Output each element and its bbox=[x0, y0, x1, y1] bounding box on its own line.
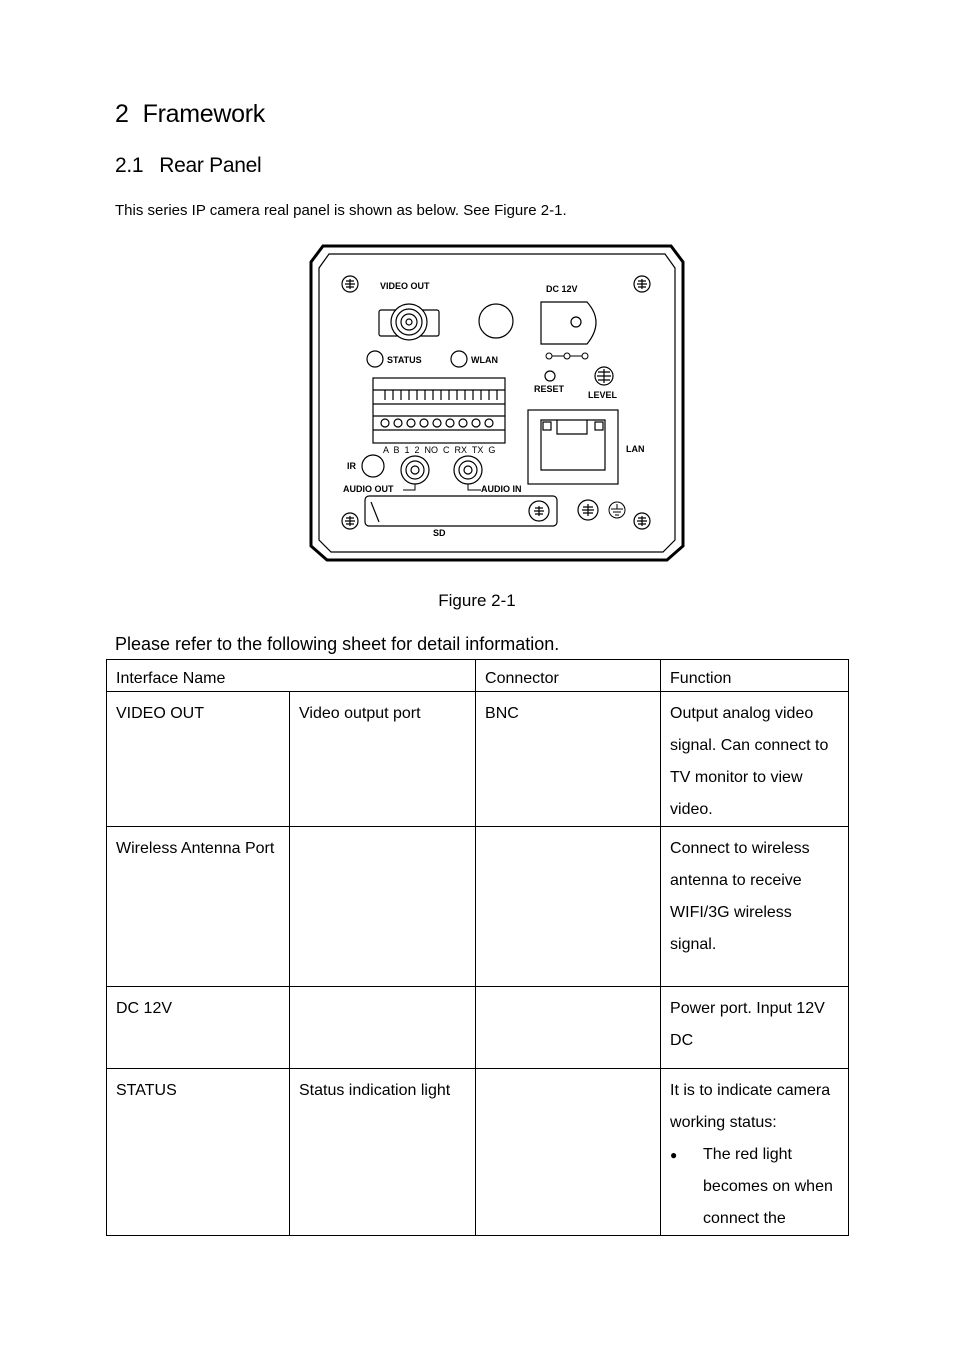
cell-desc: Status indication light bbox=[290, 1069, 476, 1236]
chapter-heading bbox=[115, 100, 265, 129]
screw-icon bbox=[342, 513, 358, 529]
screw-icon bbox=[634, 276, 650, 292]
cell-name: VIDEO OUT bbox=[107, 692, 290, 827]
label-terminals: A B 1 2 NO C RX TX G bbox=[383, 445, 496, 455]
interface-table bbox=[106, 659, 849, 1236]
sd-slot-icon bbox=[365, 496, 557, 526]
cell-connector bbox=[476, 987, 661, 1069]
figure-caption: Figure 2-1 bbox=[438, 591, 516, 610]
header-interface-name: Interface Name bbox=[107, 660, 476, 692]
chapter-number: 2 bbox=[115, 100, 129, 128]
screw-icon bbox=[578, 500, 598, 520]
ground-icon bbox=[609, 502, 625, 518]
bullet-item bbox=[670, 1139, 840, 1235]
audio-out-jack-icon bbox=[401, 456, 429, 484]
dc-jack-icon bbox=[541, 302, 596, 344]
header-function: Function bbox=[661, 660, 849, 692]
label-dc12v: DC 12V bbox=[546, 284, 578, 294]
bullet-text: The red light becomes on when connect the bbox=[703, 1146, 833, 1227]
label-audio-out: AUDIO OUT bbox=[343, 484, 394, 494]
table-row bbox=[107, 692, 849, 827]
cell-desc bbox=[290, 987, 476, 1069]
cell-name: DC 12V bbox=[107, 987, 290, 1069]
table-header-row bbox=[107, 660, 849, 692]
cell-connector bbox=[476, 1069, 661, 1236]
status-led-icon bbox=[367, 351, 383, 367]
cell-desc: Video output port bbox=[290, 692, 476, 827]
cell-function: Connect to wireless antenna to receive WIFI/3G wireless signal. bbox=[661, 827, 849, 987]
function-text: It is to indicate camera working status: bbox=[670, 1082, 831, 1131]
cell-function bbox=[661, 1069, 849, 1236]
lan-port-icon bbox=[528, 410, 618, 484]
antenna-port-icon bbox=[479, 304, 513, 338]
table-row bbox=[107, 1069, 849, 1236]
wlan-led-icon bbox=[451, 351, 467, 367]
panel-inner-frame bbox=[319, 254, 675, 552]
label-video-out: VIDEO OUT bbox=[380, 281, 430, 291]
cell-name: Wireless Antenna Port bbox=[107, 827, 290, 987]
label-reset: RESET bbox=[534, 384, 565, 394]
bullet-dot-icon: ● bbox=[670, 1148, 678, 1162]
terminal-block-icon bbox=[373, 378, 505, 443]
audio-in-jack-icon bbox=[454, 456, 482, 484]
label-level: LEVEL bbox=[588, 390, 618, 400]
table-row bbox=[107, 987, 849, 1069]
cell-function: Output analog video signal. Can connect to TV monitor to view video. bbox=[661, 692, 849, 827]
cell-function: Power port. Input 12V DC bbox=[661, 987, 849, 1069]
chapter-title: Framework bbox=[142, 100, 265, 128]
ir-sensor-icon bbox=[362, 455, 384, 477]
screw-icon bbox=[342, 276, 358, 292]
intro-paragraph: This series IP camera real panel is shown as below. See Figure 2-1. bbox=[115, 202, 567, 219]
section-heading bbox=[115, 154, 261, 178]
label-sd: SD bbox=[433, 528, 446, 538]
cell-name: STATUS bbox=[107, 1069, 290, 1236]
section-number: 2.1 bbox=[115, 154, 144, 177]
label-ir: IR bbox=[347, 461, 356, 471]
cell-desc bbox=[290, 827, 476, 987]
screw-icon bbox=[634, 513, 650, 529]
bnc-connector-icon bbox=[379, 304, 439, 340]
reset-button-icon bbox=[545, 371, 555, 381]
section-title: Rear Panel bbox=[159, 154, 262, 177]
table-row bbox=[107, 827, 849, 987]
header-connector: Connector bbox=[476, 660, 661, 692]
panel-outer-frame bbox=[311, 246, 683, 560]
cell-connector bbox=[476, 827, 661, 987]
label-wlan: WLAN bbox=[471, 355, 498, 365]
polarity-symbol-icon bbox=[546, 353, 588, 359]
rear-panel-diagram bbox=[305, 240, 689, 566]
label-audio-in: AUDIO IN bbox=[481, 484, 522, 494]
cell-connector: BNC bbox=[476, 692, 661, 827]
label-status: STATUS bbox=[387, 355, 422, 365]
refer-paragraph: Please refer to the following sheet for detail information. bbox=[115, 634, 560, 654]
label-lan: LAN bbox=[626, 444, 645, 454]
level-knob-icon bbox=[595, 367, 613, 385]
